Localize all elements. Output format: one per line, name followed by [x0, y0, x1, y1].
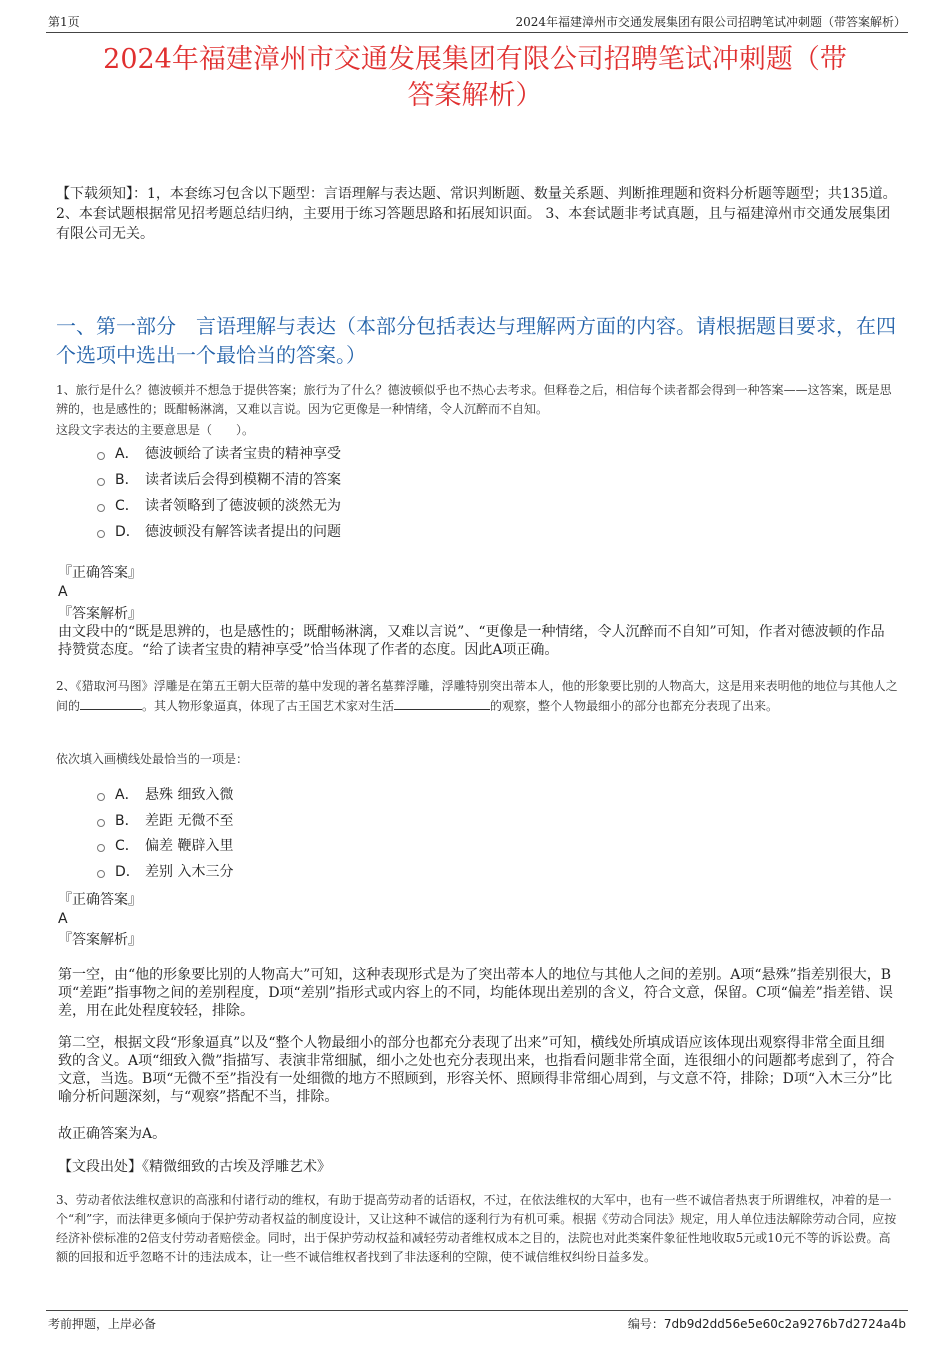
page-number: 第1页 [48, 15, 80, 29]
q2-option-d[interactable] [97, 862, 233, 882]
option-label: C． [115, 498, 139, 514]
question-2-prompt: 依次填入画横线处最恰当的一项是： [56, 752, 249, 766]
download-notice: 【下载须知】：1，本套练习包含以下题型：言语理解与表达题、常识判断题、数量关系题、判断推理题和资料分析题等题型；共135道。 2、本套试题根据常见招考题总结归纳，主要用于练习答题思路和拓展知识面。 3、本套试题非考试真题，且与福建漳州市交通发展集团有限公司无关。 [56, 186, 897, 242]
q1-option-d[interactable] [97, 522, 341, 542]
q1-option-a[interactable] [97, 444, 341, 464]
option-label: D． [115, 524, 140, 540]
header-divider [46, 32, 908, 33]
radio-icon[interactable] [97, 452, 105, 460]
option-text: 读者读后会得到模糊不清的答案 [145, 472, 341, 488]
option-label: A． [115, 446, 139, 462]
option-text: 悬殊 细致入微 [145, 787, 234, 803]
document-code-value: 7db9d2dd56e5e60c2a9276b7d2724a4b [663, 1317, 906, 1331]
option-label: D． [115, 864, 140, 880]
option-text: 德波顿没有解答读者提出的问题 [145, 524, 341, 540]
option-text: 德波顿给了读者宝贵的精神享受 [145, 446, 341, 462]
q2-answer-label: 『正确答案』 [58, 892, 142, 908]
q2-option-a[interactable] [97, 785, 233, 805]
q1-option-c[interactable] [97, 496, 341, 516]
q2-text-part3: 的观察，整个人物最细小的部分也都充分表现了出来。 [490, 699, 779, 713]
footer-slogan: 考前押题，上岸必备 [48, 1317, 157, 1331]
option-text: 读者领略到了德波顿的淡然无为 [145, 498, 341, 514]
q2-source: 【文段出处】《精微细致的古埃及浮雕艺术》 [58, 1159, 331, 1175]
radio-icon[interactable] [97, 530, 105, 538]
radio-icon[interactable] [97, 844, 105, 852]
q2-analysis-para-1: 第一空，由“他的形象要比别的人物高大”可知，这种表现形式是为了突出蒂本人的地位与其他人之间的差别。A项“悬殊”指差别很大，B项“差距”指事物之间的差别程度，D项“差别”指形式或内容上的不同，均能体现出差别的含义，符合文意，保留。C项“偏差”指差错、误差，用在此处程度较轻，排除。 [58, 967, 893, 1019]
blank-2 [394, 697, 490, 710]
q2-analysis-conclusion: 故正确答案为A。 [58, 1126, 167, 1142]
q1-answer-label: 『正确答案』 [58, 565, 142, 581]
option-text: 差别 入木三分 [145, 864, 234, 880]
question-2-text [56, 676, 901, 716]
option-label: A． [115, 787, 139, 803]
footer-divider [46, 1310, 908, 1311]
document-code [628, 1315, 906, 1332]
header-doc-title: 2024年福建漳州市交通发展集团有限公司招聘笔试冲刺题（带答案解析） [515, 15, 906, 29]
blank-1 [80, 697, 142, 710]
radio-icon[interactable] [97, 504, 105, 512]
radio-icon[interactable] [97, 819, 105, 827]
question-1-text: 1、旅行是什么？德波顿并不想急于提供答案；旅行为了什么？德波顿似乎也不热心去考求。但释卷之后，相信每个读者都会得到一种答案——这答案，既是思辨的，也是感性的；既酣畅淋漓，又难以言说。因为它更像是一种情绪，令人沉醉而不自知。 [56, 383, 892, 416]
option-label: B． [115, 813, 139, 829]
radio-icon[interactable] [97, 793, 105, 801]
option-label: B． [115, 472, 139, 488]
q2-option-b[interactable] [97, 811, 233, 831]
radio-icon[interactable] [97, 870, 105, 878]
question-3-text: 3、劳动者依法维权意识的高涨和付诸行动的维权，有助于提高劳动者的话语权，不过，在依法维权的大军中，也有一些不诚信者热衷于所谓维权，冲着的是一个“利”字，而法律更多倾向于保护劳动者权益的制度设计，又让这种不诚信的逐利行为有机可乘。根据《劳动合同法》规定，用人单位违法解除劳动合同，应按经济补偿标准的2倍支付劳动者赔偿金。同时，出于保护劳动权益和减轻劳动者维权成本之目的，法院也对此类案件象征性地收取5元或10元不等的诉讼费。高额的回报和近乎忽略不计的违法成本，让一些不诚信维权者找到了非法逐利的空隙，使不诚信维权纠纷日益多发。 [56, 1193, 897, 1264]
q2-text-part1: 2、《猎取河马图》浮雕是在第五王朝大臣蒂的墓中发现的著名墓葬浮雕，浮雕特别突出蒂本人，他的形象要比别的人物高大，这是用来表明他的地位与其他人之间的 [56, 679, 898, 713]
radio-icon[interactable] [97, 478, 105, 486]
option-text: 差距 无微不至 [145, 813, 234, 829]
q2-analysis-para-2: 第二空，根据文段“形象逼真”以及“整个人物最细小的部分也都充分表现了出来”可知，横线处所填成语应该体现出观察得非常全面且细致的含义。A项“细致入微”指描写、表演非常细腻，细小之处也充分表现出来，也指看问题非常全面，连很细小的问题都考虑到了，符合文意，当选。B项“无微不至”指没有一处细微的地方不照顾到，形容关怀、照顾得非常细心周到，与文意不符，排除；D项“入木三分”比喻分析问题深刻，与“观察”搭配不当，排除。 [58, 1035, 895, 1105]
q2-analysis-label: 『答案解析』 [58, 932, 142, 948]
option-label: C． [115, 838, 139, 854]
document-code-label: 编号： [627, 1317, 664, 1331]
option-text: 偏差 鞭辟入里 [145, 838, 234, 854]
q2-text-part2: 。其人物形象逼真，体现了古王国艺术家对生活 [142, 699, 395, 713]
section-heading: 一、第一部分 言语理解与表达（本部分包括表达与理解两方面的内容。请根据题目要求，在四个选项中选出一个最恰当的答案。） [56, 314, 896, 367]
q1-answer: A [58, 584, 68, 600]
q1-option-b[interactable] [97, 470, 341, 490]
q2-option-c[interactable] [97, 836, 233, 856]
page-title [40, 42, 910, 114]
page-title-line2: 答案解析） [407, 80, 543, 111]
q1-analysis: 由文段中的“既是思辨的，也是感性的；既酣畅淋漓，又难以言说”、“更像是一种情绪，令人沉醉而不自知”可知，作者对德波顿的作品持赞赏态度。“给了读者宝贵的精神享受”恰当体现了作者的态度。因此A项正确。 [58, 624, 885, 658]
page-title-line1: 2024年福建漳州市交通发展集团有限公司招聘笔试冲刺题（带 [103, 44, 847, 75]
question-1-prompt: 这段文字表达的主要意思是（ ）。 [56, 423, 255, 437]
q2-answer: A [58, 911, 68, 927]
q1-analysis-label: 『答案解析』 [58, 606, 142, 622]
